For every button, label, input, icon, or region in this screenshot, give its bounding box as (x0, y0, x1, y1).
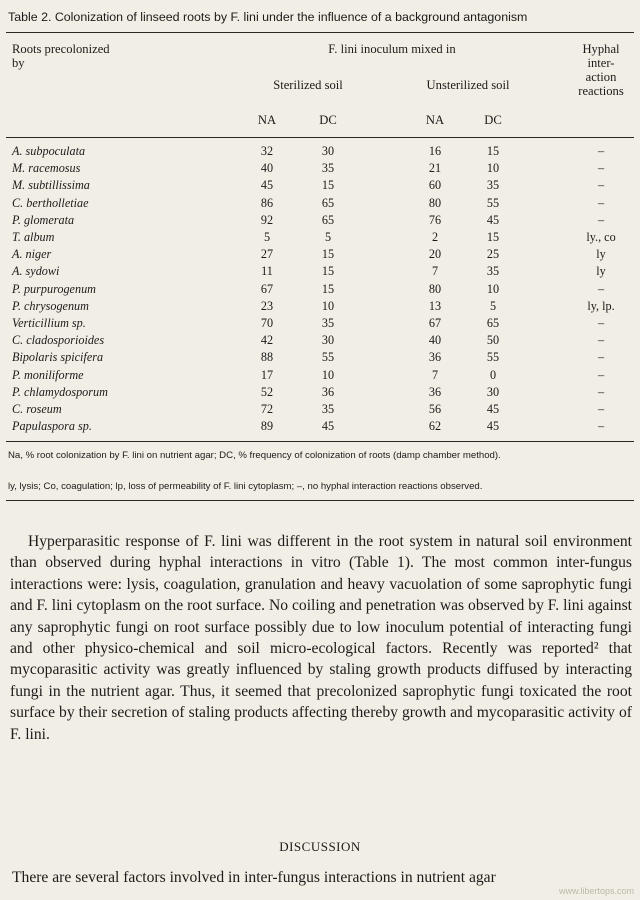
cell-unsterilized-dc: 35 (486, 178, 500, 193)
cell-hyphal-reaction: ly (596, 247, 606, 262)
cell-unsterilized-dc: 55 (486, 350, 500, 365)
cell-organism: P. chlamydosporum (12, 384, 108, 399)
cell-unsterilized-na: 60 (428, 178, 442, 193)
cell-organism: P. moniliforme (12, 367, 84, 382)
cell-hyphal-reaction: – (597, 178, 605, 193)
section-heading: DISCUSSION (279, 839, 361, 854)
cell-unsterilized-dc: 45 (486, 212, 500, 227)
cell-organism: A. sydowi (12, 264, 60, 279)
cell-hyphal-reaction: – (597, 161, 605, 176)
cell-organism: M. racemosus (12, 161, 81, 176)
cell-organism: C. bertholletiae (12, 195, 89, 210)
cell-unsterilized-dc: 10 (486, 281, 500, 296)
cell-organism: Verticillium sp. (12, 316, 86, 330)
cell-hyphal-reaction: – (597, 316, 605, 330)
table-row (0, 384, 640, 402)
header-unsterilized-dc: DC (484, 113, 502, 127)
cell-unsterilized-dc: 25 (486, 247, 500, 262)
cell-sterilized-dc: 65 (321, 212, 335, 227)
cell-unsterilized-na: 67 (428, 316, 442, 330)
paragraph-text: Hyperparasitic response of F. lini was different in the root system in natural soil environment than observed during hyphal interactions in vitro (Table 1). The most common inter-fungus interactions were: lysis, coagulation, granulation and heavy vacuolation of some saprophytic fungi and F. lini cytoplasm on the root surface. No coiling and penetration was observed by F. lini against any saprophytic fungi on root surface possibly due to low inoculum potential of interacting fungi and other physico-chemical and soil micro-ecological factors. Recently was reported² that mycoparasitic activity was greatly influenced by staling growth products diffused by interacting fungi in the nutrient agar. Thus, it seemed that precolonized saprophytic fungi toxicated the root surface by their secretion of staling products affecting thereby growth and mycoparasitic activity of F. lini. (10, 533, 632, 743)
cell-unsterilized-dc: 55 (486, 195, 500, 210)
header-inoculum: F. lini inoculum mixed in (328, 42, 456, 56)
cell-hyphal-reaction: ly., co (586, 230, 616, 244)
footnote-rule (6, 500, 634, 501)
table-row (0, 298, 640, 316)
cell-sterilized-dc: 15 (321, 281, 335, 296)
cell-sterilized-dc: 35 (321, 402, 335, 416)
cell-sterilized-dc: 10 (321, 298, 335, 313)
cell-unsterilized-dc: 15 (486, 144, 500, 158)
header-hyphal: Hyphal inter- action reactions (578, 42, 624, 98)
cell-unsterilized-na: 21 (428, 161, 442, 176)
cell-unsterilized-na: 80 (428, 281, 442, 296)
cell-hyphal-reaction: – (597, 144, 605, 158)
table-row (0, 418, 640, 436)
watermark: www.libertops.com (558, 886, 634, 896)
cell-hyphal-reaction: ly, lp. (587, 298, 615, 313)
cell-sterilized-na: 45 (260, 178, 274, 193)
cell-unsterilized-na: 20 (428, 247, 442, 262)
table-row (0, 160, 640, 178)
cell-sterilized-dc: 15 (321, 178, 335, 193)
cell-unsterilized-na: 56 (428, 402, 442, 416)
table-row (0, 332, 640, 350)
cell-hyphal-reaction: – (597, 367, 605, 382)
cell-unsterilized-na: 36 (428, 350, 442, 365)
cell-sterilized-na: 86 (260, 195, 274, 210)
cell-sterilized-dc: 10 (321, 367, 335, 382)
cell-sterilized-dc: 30 (321, 144, 335, 158)
footnote-abbreviations: Na, % root colonization by F. lini on nutrient agar; DC, % frequency of colonization of roots (damp chamber method). (8, 450, 501, 461)
cell-unsterilized-dc: 30 (486, 384, 500, 399)
header-sterilized-dc: DC (319, 113, 337, 127)
discussion-first-line: There are several factors involved in inter-fungus interactions in nutrient agar (12, 869, 496, 886)
cell-organism: P. chrysogenum (12, 298, 89, 313)
cell-unsterilized-na: 40 (428, 333, 442, 348)
cell-sterilized-dc: 5 (324, 230, 332, 244)
cell-sterilized-na: 67 (260, 281, 274, 296)
table-row (0, 246, 640, 264)
cell-unsterilized-dc: 45 (486, 419, 500, 434)
cell-sterilized-na: 11 (261, 264, 273, 279)
cell-unsterilized-na: 13 (428, 298, 442, 313)
cell-unsterilized-na: 76 (428, 212, 442, 227)
cell-organism: T. album (12, 230, 55, 244)
cell-unsterilized-na: 80 (428, 195, 442, 210)
cell-organism: C. cladosporioides (12, 333, 105, 348)
table-row (0, 401, 640, 419)
header-unsterilized-na: NA (425, 113, 445, 127)
table-row (0, 367, 640, 385)
cell-hyphal-reaction: ly (596, 264, 606, 279)
cell-sterilized-dc: 55 (321, 350, 335, 365)
cell-organism: A. niger (12, 247, 52, 262)
cell-sterilized-dc: 35 (321, 316, 335, 330)
table-row (0, 229, 640, 247)
table-row (0, 143, 640, 161)
header-rule (6, 137, 634, 138)
table-bottom-rule (6, 441, 634, 442)
cell-organism: Papulaspora sp. (12, 419, 92, 434)
cell-unsterilized-dc: 15 (486, 230, 500, 244)
header-unsterilized: Unsterilized soil (426, 78, 510, 92)
cell-organism: P. glomerata (12, 212, 75, 227)
cell-sterilized-na: 5 (263, 230, 271, 244)
cell-unsterilized-dc: 0 (489, 367, 497, 382)
cell-unsterilized-dc: 5 (489, 298, 497, 313)
footnote-reactions: ly, lysis; Co, coagulation; lp, loss of permeability of F. lini cytoplasm; –, no hyphal interaction reactions observed. (8, 481, 483, 492)
cell-hyphal-reaction: – (597, 195, 605, 210)
cell-hyphal-reaction: – (597, 384, 605, 399)
cell-hyphal-reaction: – (597, 402, 605, 416)
table-row (0, 212, 640, 230)
cell-organism: Bipolaris spicifera (12, 350, 104, 365)
cell-unsterilized-dc: 35 (486, 264, 500, 279)
cell-unsterilized-na: 7 (431, 367, 439, 382)
cell-sterilized-na: 42 (260, 333, 274, 348)
cell-hyphal-reaction: – (597, 350, 605, 365)
cell-sterilized-na: 70 (260, 316, 274, 330)
cell-unsterilized-na: 2 (431, 230, 439, 244)
cell-sterilized-na: 88 (260, 350, 274, 365)
cell-organism: A. subpoculata (12, 144, 86, 158)
cell-sterilized-na: 32 (260, 144, 274, 158)
cell-unsterilized-dc: 10 (486, 161, 500, 176)
table-row (0, 315, 640, 333)
table-row (0, 195, 640, 213)
cell-hyphal-reaction: – (597, 419, 605, 434)
header-roots: Roots precolonized by (12, 42, 110, 70)
cell-sterilized-na: 89 (260, 419, 274, 434)
cell-sterilized-dc: 35 (321, 161, 335, 176)
cell-unsterilized-na: 36 (428, 384, 442, 399)
cell-organism: C. roseum (12, 402, 62, 416)
cell-unsterilized-dc: 65 (486, 316, 500, 330)
cell-organism: P. purpurogenum (12, 281, 96, 296)
cell-sterilized-dc: 45 (321, 419, 335, 434)
table-top-rule (6, 32, 634, 33)
cell-sterilized-dc: 15 (321, 247, 335, 262)
cell-sterilized-na: 92 (260, 212, 274, 227)
table-row (0, 349, 640, 367)
results-paragraph (10, 531, 632, 745)
cell-sterilized-dc: 15 (321, 264, 335, 279)
cell-hyphal-reaction: – (597, 333, 605, 348)
header-sterilized: Sterilized soil (273, 78, 343, 92)
cell-unsterilized-dc: 45 (486, 402, 500, 416)
cell-unsterilized-na: 62 (428, 419, 442, 434)
cell-sterilized-na: 72 (260, 402, 274, 416)
cell-unsterilized-na: 7 (431, 264, 439, 279)
cell-sterilized-na: 52 (260, 384, 274, 399)
cell-unsterilized-na: 16 (428, 144, 442, 158)
table-row (0, 263, 640, 281)
cell-sterilized-dc: 36 (321, 384, 335, 399)
header-sterilized-na: NA (257, 113, 277, 127)
cell-sterilized-na: 27 (260, 247, 274, 262)
table-caption: Table 2. Colonization of linseed roots by F. lini under the influence of a background antagonism (8, 10, 528, 24)
cell-hyphal-reaction: – (597, 212, 605, 227)
table-row (0, 177, 640, 195)
cell-unsterilized-dc: 50 (486, 333, 500, 348)
cell-organism: M. subtillissima (12, 178, 90, 193)
cell-sterilized-na: 17 (260, 367, 274, 382)
cell-sterilized-na: 40 (260, 161, 274, 176)
cell-sterilized-dc: 65 (321, 195, 335, 210)
cell-sterilized-na: 23 (260, 298, 274, 313)
table-row (0, 281, 640, 299)
cell-sterilized-dc: 30 (321, 333, 335, 348)
cell-hyphal-reaction: – (597, 281, 605, 296)
